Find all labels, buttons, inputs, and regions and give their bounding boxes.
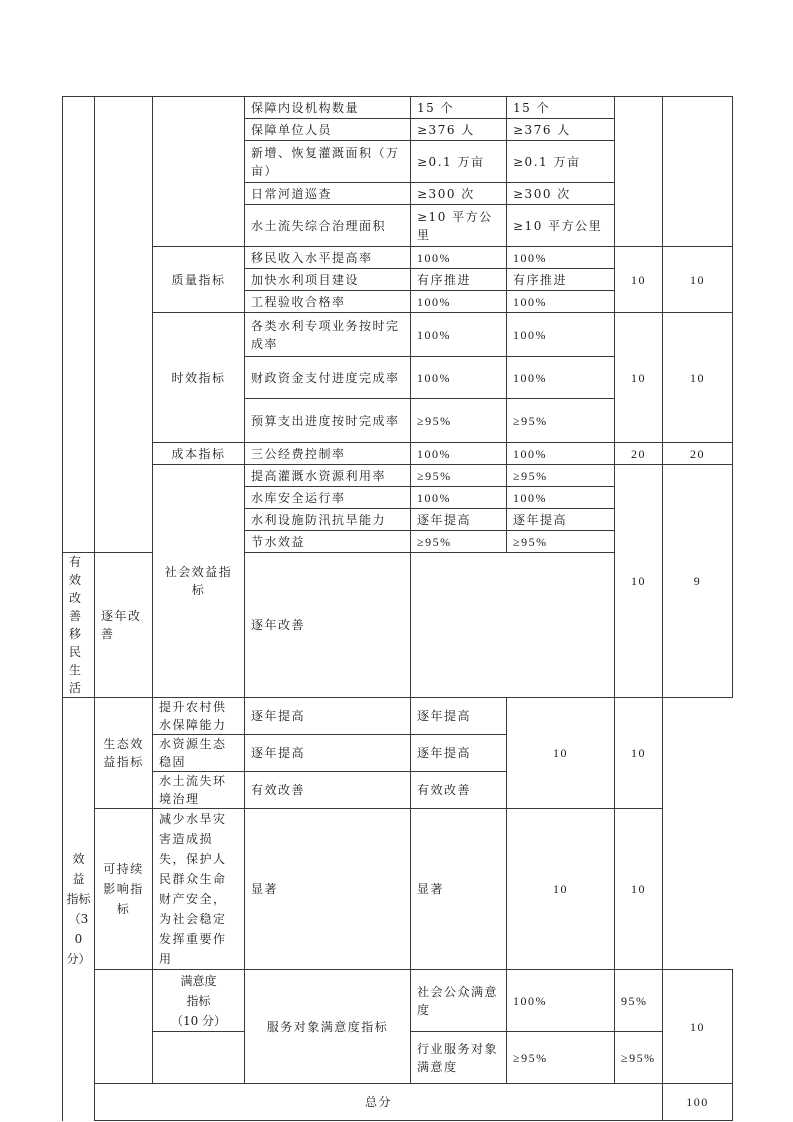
actual-cell: ≥0.1 万亩 — [507, 141, 615, 183]
actual-cell: ≥95% — [507, 531, 615, 553]
indicator-cell: 水利设施防汛抗旱能力 — [245, 509, 411, 531]
score-cell — [663, 97, 733, 247]
target-cell: ≥300 次 — [411, 183, 507, 205]
weight-cell: 10 — [615, 313, 663, 443]
table-row — [63, 698, 733, 735]
table-row — [63, 809, 733, 970]
indicator-cell: 新增、恢复灌溉面积（万亩） — [245, 141, 411, 183]
total-label: 总分 — [95, 1084, 663, 1121]
actual-cell: 100% — [507, 291, 615, 313]
actual-cell: 逐年提高 — [507, 509, 615, 531]
target-cell: ≥0.1 万亩 — [411, 141, 507, 183]
benefit-section-label — [63, 698, 95, 1121]
actual-cell: ≥300 次 — [507, 183, 615, 205]
actual-cell: ≥95% — [507, 399, 615, 443]
score-cell: 10 — [615, 809, 663, 970]
actual-cell: 显著 — [411, 809, 507, 970]
indicator-cell: 有效改善移民生活 — [63, 553, 95, 698]
level1-output-cell — [95, 97, 153, 553]
actual-cell: ≥10 平方公里 — [507, 205, 615, 247]
target-cell: ≥95% — [507, 1032, 615, 1084]
indicator-cell: 社会公众满意度 — [411, 970, 507, 1032]
benefit-section-text: 效 益 指标（30 分） — [66, 852, 91, 967]
target-cell: 100% — [411, 313, 507, 357]
level1-blank-cell — [63, 97, 95, 553]
target-cell: ≥95% — [411, 531, 507, 553]
satisfaction-section-text: 满意度 指标 （10 分） — [170, 973, 227, 1028]
target-cell: 100% — [411, 443, 507, 465]
indicator-cell: 预算支出进度按时完成率 — [245, 399, 411, 443]
table-row — [63, 97, 733, 119]
satisfaction-level1-cell — [95, 970, 153, 1084]
actual-cell: 逐年提高 — [411, 698, 507, 735]
indicator-cell: 各类水利专项业务按时完成率 — [245, 313, 411, 357]
weight-cell: 20 — [615, 443, 663, 465]
target-cell: ≥95% — [411, 465, 507, 487]
indicator-cell: 水土流失环境治理 — [153, 772, 245, 809]
weight-cell: 10 — [615, 247, 663, 313]
score-cell: 20 — [663, 443, 733, 465]
table-row — [63, 247, 733, 269]
ecological-benefit-label: 生态效益指标 — [95, 698, 153, 809]
indicator-cell: 保障单位人员 — [245, 119, 411, 141]
indicator-cell: 节水效益 — [245, 531, 411, 553]
actual-cell: ≥95% — [507, 465, 615, 487]
target-cell: 100% — [411, 291, 507, 313]
target-cell: 逐年提高 — [245, 735, 411, 772]
target-cell: 显著 — [245, 809, 411, 970]
social-benefit-label: 社会效益指标 — [153, 465, 245, 698]
target-cell: ≥376 人 — [411, 119, 507, 141]
actual-cell: 100% — [507, 357, 615, 399]
weight-cell: 10 — [507, 698, 615, 809]
target-cell: ≥95% — [411, 399, 507, 443]
quality-label: 质量指标 — [153, 247, 245, 313]
indicator-cell: 加快水利项目建设 — [245, 269, 411, 291]
actual-cell: 有效改善 — [411, 772, 507, 809]
actual-cell: 有序推进 — [507, 269, 615, 291]
actual-cell: 逐年改善 — [245, 553, 411, 698]
indicator-cell: 三公经费控制率 — [245, 443, 411, 465]
quantity-group-cell — [153, 97, 245, 247]
indicator-cell: 日常河道巡查 — [245, 183, 411, 205]
score-cell: 10 — [615, 698, 663, 809]
actual-cell: 逐年提高 — [411, 735, 507, 772]
target-cell: 逐年提高 — [411, 509, 507, 531]
actual-cell: ≥95% — [615, 1032, 663, 1084]
total-weight: 100 — [663, 1084, 733, 1121]
indicator-cell: 水资源生态稳固 — [153, 735, 245, 772]
target-cell: 15 个 — [411, 97, 507, 119]
total-row — [63, 1084, 733, 1121]
performance-evaluation-table — [62, 96, 733, 1121]
indicator-cell: 减少水旱灾害造成损失，保护人民群众生命财产安全，为社会稳定发挥重要作用 — [153, 809, 245, 970]
score-cell: 9 — [663, 465, 733, 698]
score-cell: 10 — [663, 247, 733, 313]
satisfaction-group-label: 服务对象满意度指标 — [245, 970, 411, 1084]
actual-cell: 95% — [615, 970, 663, 1032]
indicator-cell: 水库安全运行率 — [245, 487, 411, 509]
actual-cell: 15 个 — [507, 97, 615, 119]
target-cell: 100% — [411, 487, 507, 509]
table-row — [63, 443, 733, 465]
weight-cell: 10 — [663, 970, 733, 1084]
actual-cell: 100% — [507, 443, 615, 465]
actual-cell: 100% — [507, 247, 615, 269]
sustainable-impact-label: 可持续影响指标 — [95, 809, 153, 970]
actual-cell: 100% — [507, 487, 615, 509]
performance-table-page — [62, 96, 732, 1121]
score-cell: 10 — [663, 313, 733, 443]
satisfaction-section-label — [153, 970, 245, 1032]
weight-cell: 10 — [507, 809, 615, 970]
cost-label: 成本指标 — [153, 443, 245, 465]
indicator-cell: 提高灌溉水资源利用率 — [245, 465, 411, 487]
satisfaction-blank-cell — [153, 1032, 245, 1084]
target-cell: 有序推进 — [411, 269, 507, 291]
indicator-cell: 移民收入水平提高率 — [245, 247, 411, 269]
indicator-cell: 保障内设机构数量 — [245, 97, 411, 119]
indicator-cell: 水土流失综合治理面积 — [245, 205, 411, 247]
actual-cell: 100% — [507, 313, 615, 357]
table-row — [63, 465, 733, 487]
indicator-cell: 行业服务对象满意度 — [411, 1032, 507, 1084]
weight-cell: 10 — [615, 465, 663, 698]
timeliness-label: 时效指标 — [153, 313, 245, 443]
target-cell: 100% — [507, 970, 615, 1032]
table-row — [63, 313, 733, 357]
weight-cell — [615, 97, 663, 247]
actual-cell: ≥376 人 — [507, 119, 615, 141]
target-cell: 有效改善 — [245, 772, 411, 809]
target-cell: 100% — [411, 357, 507, 399]
target-cell: ≥10 平方公里 — [411, 205, 507, 247]
indicator-cell: 提升农村供水保障能力 — [153, 698, 245, 735]
table-row — [63, 970, 733, 1032]
indicator-cell: 工程验收合格率 — [245, 291, 411, 313]
target-cell: 100% — [411, 247, 507, 269]
target-cell: 逐年改善 — [95, 553, 153, 698]
indicator-cell: 财政资金支付进度完成率 — [245, 357, 411, 399]
target-cell: 逐年提高 — [245, 698, 411, 735]
